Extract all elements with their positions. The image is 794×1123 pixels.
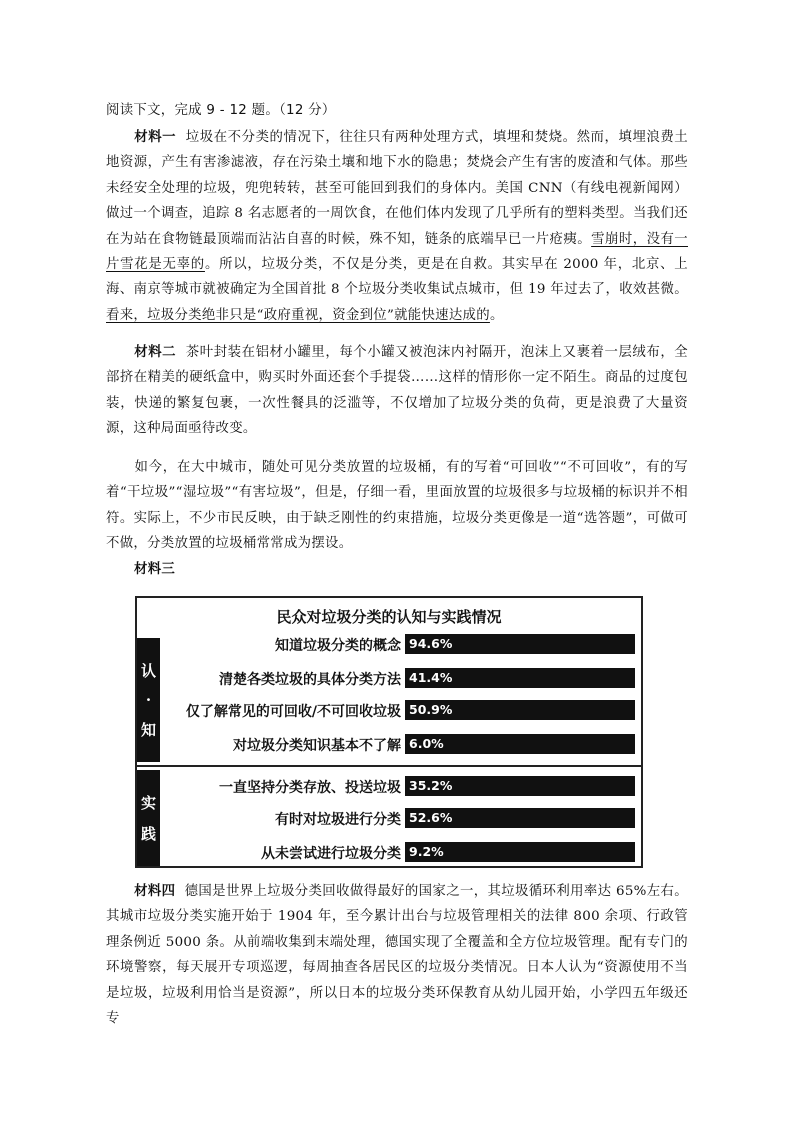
material-1-label: 材料一: [134, 130, 177, 145]
material-2-label: 材料二: [134, 345, 177, 360]
material-2-text-2: 如今，在大中城市，随处可见分类放置的垃圾桶，有的写着“可回收”“不可回收”，有的写着“干垃圾”“湿垃圾”“有害垃圾”，但是，仔细一看，里面放置的垃圾很多与垃圾桶的标识并不相符。实际上，不少市民反映，由于缺乏刚性的约束措施，垃圾分类更像是一道“选答题”，可做可不做，分类放置的垃圾桶常常成为摆设。: [106, 460, 688, 552]
chart-title: 民众对垃圾分类的认知与实践情况: [276, 608, 502, 626]
bar-label: 知道垃圾分类的概念: [275, 638, 401, 654]
material-4-label: 材料四: [134, 884, 176, 899]
survey-chart: [135, 596, 643, 868]
group-label-practice: [137, 770, 160, 866]
group-char: 认: [140, 662, 156, 680]
instruction: 阅读下文，完成 9 - 12 题。（12 分）: [106, 103, 336, 118]
bar-value-label: 52.6%: [409, 810, 453, 825]
bar-label: 从未尝试进行垃圾分类: [261, 846, 401, 862]
bar-value-label: 94.6%: [409, 636, 453, 651]
material-4: [106, 879, 688, 1031]
chart-divider: [137, 765, 641, 767]
bar-value-label: 35.2%: [409, 778, 453, 793]
bar-value-label: 41.4%: [409, 670, 453, 685]
material-2: [106, 340, 688, 442]
material-2-para-2: [106, 455, 688, 557]
group-char: 知: [140, 721, 156, 739]
material-1-text-c: 。: [489, 307, 504, 323]
group-char: ·: [145, 691, 152, 709]
group-char: 践: [140, 825, 156, 843]
bar-label: 对垃圾分类知识基本不了解: [233, 738, 401, 754]
material-3-label: [106, 557, 688, 582]
group-char: 实: [140, 794, 156, 812]
bar-value-label: 9.2%: [409, 844, 444, 859]
material-1-text-b: 。所以，垃圾分类，不仅是分类，更是在自救。其实早在 2000 年，北京、上海、南京等城市就被确定为全国首批 8 个垃圾分类收集试点城市，但 19 年过去了，收效甚微。: [106, 257, 688, 298]
material-1-text-a: 垃圾在不分类的情况下，往往只有两种处理方式，填埋和焚烧。然而，填埋浪费土地资源，产生有害渗滤液，存在污染土壤和地下水的隐患；焚烧会产生有害的废渣和气体。那些未经安全处理的垃圾，兜兜转转，甚至可能回到我们的身体内。美国 CNN（有线电视新闻网）做过一个调查，追踪 8 名志愿者的一周饮食，在他们体内发现了几乎所有的塑料类型。当我们还在为站在食物链最顶端而沾沾自喜的时候，殊不知，链条的底端早已一片疮痍。: [106, 130, 688, 247]
bar-value-label: 6.0%: [409, 736, 444, 751]
bar-label: 清楚各类垃圾的具体分类方法: [219, 672, 401, 688]
material-4-text: 德国是世界上垃圾分类回收做得最好的国家之一，其垃圾循环利用率达 65%左右。其城市垃圾分类实施开始于 1904 年，至今累计出台与垃圾管理相关的法律 800 余项、行政管理条例近 5000 条。从前端收集到末端处理，德国实现了全覆盖和全方位垃圾管理。配有专门的环境警察，每天展开专项巡逻，每周抽查各居民区的垃圾分类情况。日本人认为“资源使用不当是垃圾，垃圾利用恰当是资源”，所以日本的垃圾分类环保教育从幼儿园开始，小学四五年级还专: [106, 884, 688, 1027]
material-1-underline-1: 雪崩时，没有一片雪花是无辜的: [106, 231, 688, 273]
material-1-underline-2: 看来，垃圾分类绝非只是“政府重视，资金到位”就能快速达成的: [106, 307, 490, 323]
bar-label: 有时对垃圾进行分类: [275, 812, 401, 828]
group-label-cognition: [137, 638, 160, 762]
bar-label: 仅了解常见的可回收/不可回收垃圾: [185, 704, 401, 720]
material-2-text: 茶叶封装在铝材小罐里，每个小罐又被泡沫内衬隔开，泡沫上又裹着一层绒布，全部挤在精美的硬纸盒中，购买时外面还套个手提袋……这样的情形你一定不陌生。商品的过度包装，快递的繁复包裹，一次性餐具的泛滥等，不仅增加了垃圾分类的负荷，更是浪费了大量资源，这种局面亟待改变。: [106, 345, 688, 437]
material-3-label-text: 材料三: [134, 562, 176, 577]
bar-value-label: 50.9%: [409, 702, 453, 717]
bar-label: 一直坚持分类存放、投送垃圾: [219, 780, 401, 796]
material-1: [106, 125, 688, 328]
